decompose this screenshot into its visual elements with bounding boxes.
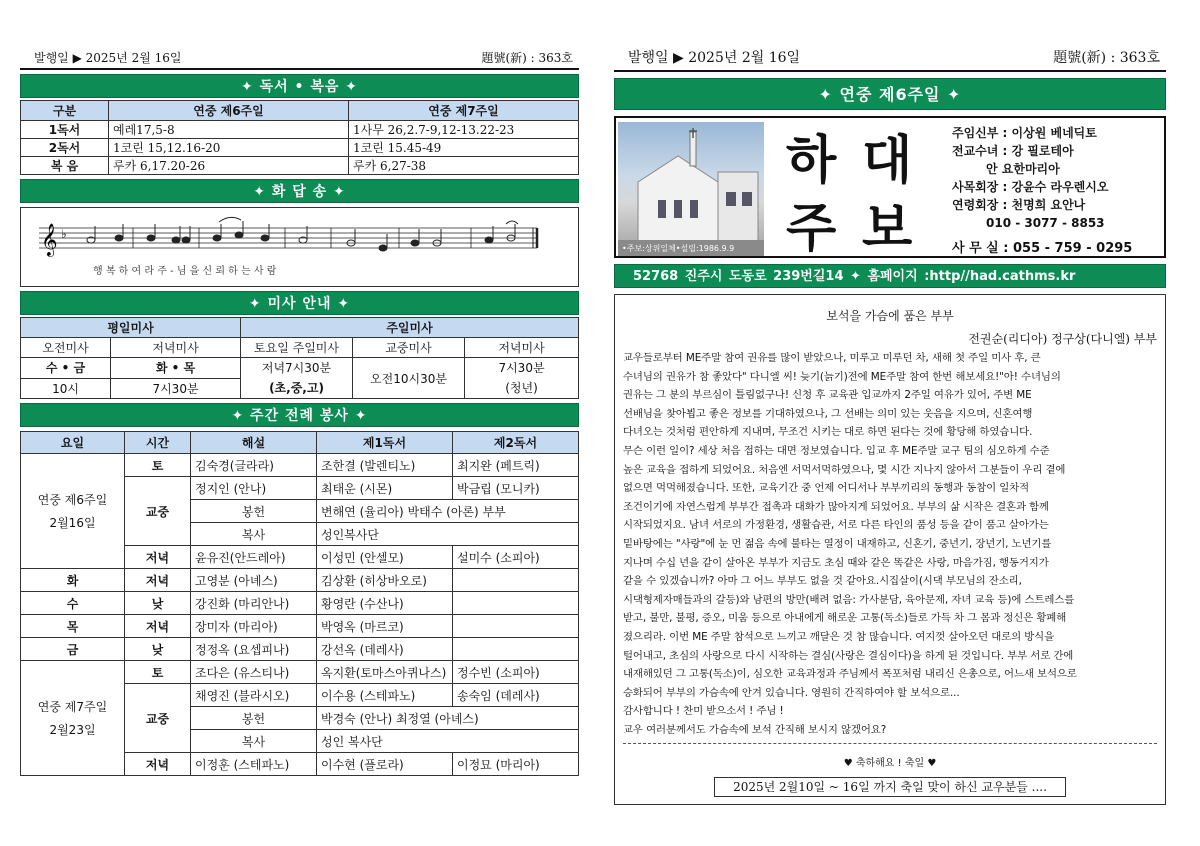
commentator: 이정훈 (스테파노) — [191, 753, 317, 776]
right-page — [614, 48, 1166, 805]
weekday: 화 — [21, 569, 125, 592]
weekday-mass-header: 평일미사 — [21, 318, 241, 338]
reader1: 조한결 (발렌티노) — [317, 454, 453, 477]
commentator: 고영분 (아녜스) — [191, 569, 317, 592]
issue-number: 題號(新) : 363호 — [1053, 50, 1160, 66]
sub-header: 토요일 주일미사 — [241, 338, 353, 358]
reader2: 박금립 (모니카) — [453, 477, 579, 500]
commentator: 강진화 (마리안나) — [191, 592, 317, 615]
service-time: 낮 — [125, 592, 191, 615]
article-line: 시작되었지요. 남녀 서로의 가정환경, 생활습관, 서로 다른 타인의 품성 등을 같이 품고 살아가는 — [623, 519, 1049, 532]
service-table — [20, 431, 579, 776]
right-header — [614, 48, 1166, 72]
sister2: 안 요한마리아 — [986, 162, 1060, 176]
weekday-pm-days: 화 • 목 — [111, 358, 241, 379]
service-time: 교중 — [125, 477, 191, 546]
reader2 — [453, 569, 579, 592]
issue-date: 발행일 ▶ 2025년 2월 16일 — [34, 51, 182, 65]
week7-date: 2월23일 — [49, 723, 96, 737]
col-header: 요일 — [21, 432, 125, 454]
reading-label: 복 음 — [21, 157, 109, 175]
article-line: 지나며 수십 년을 같이 살아온 부부가 지금도 초심 때와 같은 똑같은 사랑, 마음가짐, 행동거지가 — [623, 556, 1049, 569]
weekday-am-days: 수 • 금 — [21, 358, 111, 379]
weekday: 목 — [21, 615, 125, 638]
evening-note: (청년) — [505, 381, 538, 395]
reading-label: 2독서 — [21, 139, 109, 157]
article-body — [623, 349, 1157, 739]
commentator: 채영진 (블라시오) — [191, 684, 317, 707]
left-page — [20, 48, 579, 776]
table-header-row — [21, 101, 579, 121]
reader1: 최태운 (시몬) — [317, 477, 453, 500]
article-line: 받고, 불만, 불평, 증오, 미움 등으로 아내에게 해로운 고통(독소)들로 가득 차 그 몸과 정신은 황폐해 — [623, 612, 1067, 625]
reader2 — [453, 592, 579, 615]
commentator: 조다은 (유스티나) — [191, 661, 317, 684]
reader1: 이수용 (스테파노) — [317, 684, 453, 707]
title-char: 하 — [786, 130, 837, 191]
article-line: 조건이기에 자연스럽게 부부간 접촉과 대화가 많아지게 되었어요. 부부의 삶 시작은 결혼과 함께 — [623, 500, 1049, 513]
mass-title-bar: ✦ 미사 안내 ✦ — [20, 291, 579, 315]
treble-clef-icon: 𝄞 — [41, 223, 58, 256]
federation-president: 연령회장 : 천명희 요안나 — [952, 198, 1086, 212]
feastday-box: 2025년 2월10일 ~ 16일 까지 축일 맞이 하신 교우분들 .... — [714, 777, 1066, 797]
sunday-mass-header: 주일미사 — [241, 318, 579, 338]
article-line: 높은 교육을 접하게 되었어요. 처음엔 서먹서먹하였으나, 몇 시간 지나지 않아서 그분들이 우리 곁에 — [623, 463, 1066, 476]
commentator: 김숙경(글라라) — [191, 454, 317, 477]
table-row — [21, 569, 579, 592]
service-time: 낮 — [125, 638, 191, 661]
service-time: 토 — [125, 661, 191, 684]
reading-week7: 1코린 15.45-49 — [349, 139, 579, 157]
weekday-pm-time: 7시30분 — [111, 378, 241, 399]
service-time: 교중 — [125, 684, 191, 753]
reader2: 설미수 (소피아) — [453, 546, 579, 569]
reading-week6: 1코린 15,12.16-20 — [109, 139, 349, 157]
service-time: 토 — [125, 454, 191, 477]
service-time: 저녁 — [125, 546, 191, 569]
saturday-time: 저녁7시30분 — [261, 361, 332, 375]
article-line: 내재해있던 그 고통(독소)이, 심오한 교육과정과 주님께서 폭포처럼 내리신 은총으로, 어느새 보석으로 — [623, 668, 1077, 681]
reading-label: 1독서 — [21, 121, 109, 139]
week6-day: 연중 제6주일 — [37, 493, 108, 507]
article-line: 털어내고, 초심의 사랑으로 다시 시작하는 결심(사랑은 결심이다)을 하게 된 것입니다. 부부 서로 간에 — [623, 649, 1074, 662]
federation-phone: 010 - 3077 - 8853 — [986, 216, 1105, 230]
photo-caption: •주보:상위일체•설립:1986.9.9 — [622, 244, 735, 253]
week7-cell — [21, 661, 125, 776]
reading-week7: 루카 6,27-38 — [349, 157, 579, 175]
reader1: 강선옥 (데레사) — [317, 638, 453, 661]
office-phone: 사 무 실 : 055 - 759 - 0295 — [952, 241, 1133, 256]
reader2: 송숙임 (데레사) — [453, 684, 579, 707]
title-char: 주 — [786, 198, 837, 259]
article-line: 다녀오는 것처럼 편안하게 지내며, 무조건 시키는 대로 하면 된다는 것에 황당해 하였습니다. — [623, 426, 1033, 439]
divider — [623, 743, 1157, 744]
article-line: 선배님을 찾아뵙고 좋은 정보를 기대하였으나, 그 선배는 의미 있는 웃음을 지으며, 신혼여행 — [623, 407, 1033, 420]
reading-title-bar: ✦ 독서 • 복음 ✦ — [20, 74, 579, 98]
saturday-mass — [241, 358, 353, 399]
table-row — [21, 121, 579, 139]
svg-text:♭: ♭ — [61, 227, 67, 241]
pastor: 주임신부 : 이상원 베네딕토 — [952, 126, 1097, 140]
article-line: 밑바탕에는 "사랑"에 눈 먼 젊음 속에 불타는 열정이 내재하고, 신혼기, 중년기, 장년기, 노년기를 — [623, 537, 1052, 550]
week-title-bar: ✦ 연중 제6주일 ✦ — [614, 78, 1166, 110]
article-title: 보석을 가슴에 품은 부부 — [826, 309, 954, 323]
reader2: 정수빈 (소피아) — [453, 661, 579, 684]
altar-server-label: 복사 — [191, 730, 317, 753]
reading-week6: 예레17,5-8 — [109, 121, 349, 139]
reader1: 박영옥 (마르코) — [317, 615, 453, 638]
psalm-score — [20, 207, 579, 287]
reader1: 황영란 (수산나) — [317, 592, 453, 615]
table-row — [21, 592, 579, 615]
issue-number: 題號(新) : 363호 — [481, 51, 573, 65]
church-photo — [618, 122, 764, 256]
commentator: 정정옥 (요셉피나) — [191, 638, 317, 661]
col-header: 연중 제6주일 — [109, 101, 349, 121]
main-mass-time: 오전10시30분 — [353, 358, 465, 399]
offertory-names: 변해연 (율리아) 박태수 (아론) 부부 — [317, 500, 579, 523]
evening-time: 7시30분 — [498, 361, 545, 375]
altar-server-names: 성인복사단 — [317, 523, 579, 546]
sister1: 전교수녀 : 강 필로테아 — [952, 144, 1074, 158]
col-header: 제1독서 — [317, 432, 453, 454]
article-line: 수녀님의 권유가 참 좋았다" 다니엘 씨! 늦기(늙기)전에 ME주말 참여 한번 해보세요!"아! 수녀님의 — [623, 370, 1061, 383]
article-line: 감사합니다 ! 찬미 받으소서 ! 주님 ! — [623, 705, 784, 718]
offertory-names: 박경숙 (안나) 최정열 (아녜스) — [317, 707, 579, 730]
council-president: 사목회장 : 강윤수 라우렌시오 — [952, 180, 1109, 194]
offertory-label: 봉헌 — [191, 500, 317, 523]
article-line: 교우 여러분께서도 가슴속에 보석 간직해 보시지 않겠어요? — [623, 723, 887, 736]
table-row — [21, 615, 579, 638]
reader1: 이수현 (플로라) — [317, 753, 453, 776]
weekday-am-time: 10시 — [21, 378, 111, 399]
col-header: 연중 제7주일 — [349, 101, 579, 121]
commentator: 윤유진(안드레아) — [191, 546, 317, 569]
weekday: 금 — [21, 638, 125, 661]
article-line: 승화되어 부부의 가슴속에 안겨 있습니다. 영원히 간직하여야 할 보석으로... — [623, 686, 960, 699]
issue-date: 발행일 ▶ 2025년 2월 16일 — [628, 50, 801, 66]
week6-date: 2월16일 — [49, 516, 96, 530]
table-row — [21, 139, 579, 157]
saturday-note: (초,중,고) — [269, 381, 324, 395]
service-time: 저녁 — [125, 615, 191, 638]
reader1: 이성민 (안셀모) — [317, 546, 453, 569]
feastday-heading: ♥ 축하해요 ! 축일 ♥ — [843, 758, 937, 770]
sub-header: 저녁미사 — [111, 338, 241, 358]
article-line: 같을 수 있겠습니까? 아마 그 어느 부부도 없을 것 같아요.시집살이(시댁 부모님의 잔소리, — [623, 575, 1022, 588]
evening-mass — [465, 358, 579, 399]
reading-table — [20, 100, 579, 175]
table-row — [21, 157, 579, 175]
col-header: 해설 — [191, 432, 317, 454]
masthead — [614, 116, 1166, 258]
left-header — [20, 48, 579, 70]
church-building-icon — [618, 122, 764, 256]
commentator: 장미자 (마리아) — [191, 615, 317, 638]
reader1: 옥지환(토마스아퀴나스) — [317, 661, 453, 684]
article — [614, 294, 1166, 805]
title-char: 보 — [862, 198, 913, 259]
table-row — [21, 638, 579, 661]
address-bar: 52768 진주시 도동로 239번길14 ✦ 홈페이지 :http//had.cathms.kr — [614, 264, 1166, 288]
col-header: 제2독서 — [453, 432, 579, 454]
article-line: 시댁형제자매들과의 갈등)와 남편의 방만(배려 없음: 가사분담, 육아문제, 자녀 교육 등)에 스트레스를 — [623, 593, 1075, 606]
reader2: 이정묘 (마리아) — [453, 753, 579, 776]
sub-header: 오전미사 — [21, 338, 111, 358]
sub-header: 저녁미사 — [465, 338, 579, 358]
service-time: 저녁 — [125, 569, 191, 592]
article-line: 교우들로부터 ME주말 참여 권유를 많이 받았으나, 미루고 미루던 차, 새해 첫 주일 미사 후, 큰 — [623, 352, 1041, 364]
mass-table — [20, 317, 579, 399]
week6-cell — [21, 454, 125, 569]
title-char: 대 — [862, 130, 913, 191]
col-header: 구분 — [21, 101, 109, 121]
week7-day: 연중 제7주일 — [37, 700, 108, 714]
reader2 — [453, 638, 579, 661]
commentator: 정지인 (안나) — [191, 477, 317, 500]
psalm-title-bar: ✦ 화 답 송 ✦ — [20, 179, 579, 203]
article-line: 졌으리라. 이번 ME 주말 참석으로 느끼고 깨달은 것 참 많습니다. 여지껏 살아오던 대로의 방식을 — [623, 630, 1055, 643]
col-header: 시간 — [125, 432, 191, 454]
parish-info — [952, 124, 1132, 258]
article-line: 없으면 먹먹해졌습니다. 또한, 교육기간 중 언제 어디서나 부부끼리의 동행과 동참이 일차적 — [623, 482, 1030, 495]
psalm-lyrics: 행 복 하 여 라 주 - 님 을 신 뢰 하 는 사 람 — [93, 266, 277, 277]
service-time: 저녁 — [125, 753, 191, 776]
article-line: 권유는 그 분의 부르심이 틀림없구나! 신청 후 교육관 입교까지 2주일 여유가 있어, 주변 ME — [623, 389, 1032, 402]
sub-header: 교중미사 — [353, 338, 465, 358]
altar-server-names: 성인 복사단 — [317, 730, 579, 753]
altar-server-label: 복사 — [191, 523, 317, 546]
reader2: 최지완 (페트릭) — [453, 454, 579, 477]
article-author: 전권순(리디아) 정구상(다니엘) 부부 — [968, 332, 1157, 346]
offertory-label: 봉헌 — [191, 707, 317, 730]
reading-week6: 루카 6,17.20-26 — [109, 157, 349, 175]
service-title-bar: ✦ 주간 전례 봉사 ✦ — [20, 403, 579, 427]
table-row — [21, 454, 579, 477]
table-row — [21, 661, 579, 684]
reading-week7: 1사무 26,2.7-9,12-13.22-23 — [349, 121, 579, 139]
article-line: 무슨 이런 일이? 세상 처음 접하는 대면 정보였습니다. 입교 후 ME주말 교구 팀의 심오하게 수준 — [623, 444, 1050, 457]
weekday: 수 — [21, 592, 125, 615]
notes — [87, 217, 518, 251]
reader1: 김상환 (히상바오로) — [317, 569, 453, 592]
reader2 — [453, 615, 579, 638]
